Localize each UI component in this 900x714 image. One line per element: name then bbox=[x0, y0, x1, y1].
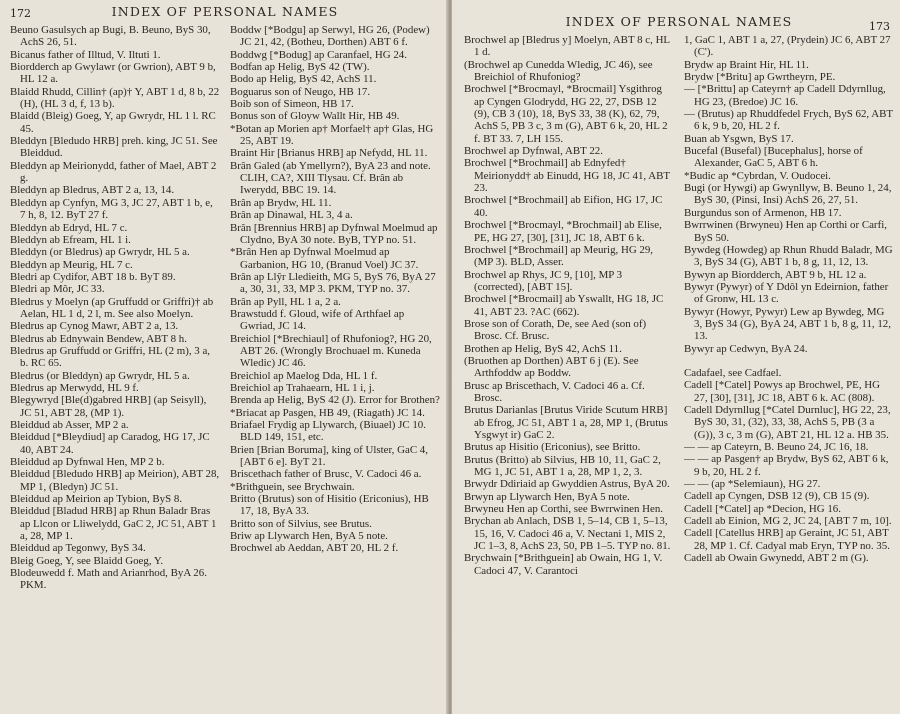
left-running-head: INDEX OF PERSONAL NAMES bbox=[111, 4, 339, 19]
index-entry: Brutus Darianlas [Brutus Viride Scutum HRB] ab Efrog, JC 51, ABT 1 a, 28, MP 1, (Brutus Ysgwyt ir) GaC 2. bbox=[464, 404, 668, 441]
index-entry: Breichiol ap Maelog Dda, HL 1 f. bbox=[230, 369, 378, 382]
index-entry: Blaidd Rhudd, Cillin† (ap)† Y, ABT 1 d, 8 b, 22 (H), (HL 3 d, f, 13 b). bbox=[10, 85, 220, 111]
index-entry: Bledrus ap Gruffudd or Griffri, HL (2 m), 3 a, b. RC 65. bbox=[10, 344, 211, 370]
index-entry: Bleddyn ap Bledrus, ABT 2 a, 13, 14. bbox=[10, 184, 175, 197]
index-entry: Brân Galed (ab Ymellyrn?), ByA 23 and note. CLIH, CA?, XIII Tlysau. Cf. Brân ab Iwerydd, BBC 19. 14. bbox=[230, 159, 431, 197]
index-entry: Bledri ap Môr, JC 33. bbox=[10, 283, 105, 296]
index-entry: (Brochwel ap Cunedda Wledig, JC 46), see Breichiol of Rhufoniog? bbox=[464, 58, 653, 84]
index-entry: Bywdeg (Howdeg) ap Rhun Rhudd Baladr, MG 3, ByS 34 (G), ABT 1 b, 8 g, 11, 12, 13. bbox=[684, 243, 893, 269]
index-entry: Bleddyn ap Cynfyn, MG 3, JC 27, ABT 1 b, e, 7 h, 8, 12. ByT 27 f. bbox=[10, 196, 213, 222]
index-entry: Britto son of Silvius, see Brutus. bbox=[230, 517, 372, 530]
index-entry: Bledri ap Cydifor, ABT 18 b. ByT 89. bbox=[10, 270, 176, 283]
index-entry: — (Brutus) ap Rhuddfedel Frych, ByS 62, ABT 6 k, 9 b, 20, HL 2 f. bbox=[684, 108, 893, 133]
index-entry: Breichiol ap Trahaearn, HL 1 i, j. bbox=[230, 381, 375, 394]
index-entry: Bleiddud [Bledudo HRB] ap Meirion), ABT 28, MP 1, (Bledyn) JC 51. bbox=[10, 468, 220, 493]
index-entry: Bledrus (or Bleddyn) ap Gwrydr, HL 5 a. bbox=[10, 369, 190, 382]
index-entry: Boguarus son of Neugo, HB 17. bbox=[230, 85, 371, 98]
index-entry: Brân ap Dinawal, HL 3, 4 a. bbox=[230, 209, 353, 222]
index-entry: Bledrus y Moelyn (ap Gruffudd or Griffri)† ab Aelan, HL 1 d, 2 l, m. See also Moelyn. bbox=[10, 295, 214, 320]
left-page-header bbox=[10, 4, 440, 24]
right-page-header bbox=[464, 14, 894, 34]
index-entry: Brochwel [*Brocmayl, *Brocmail] Ysgithrog ap Cyngen Glodrydd, HG 22, 27, DSB 12 (9), CB 3 (10), 18, ByS 33, 38 (K), 62, 79, AchS 5, PB 3 c, 3 m (G), ABT 6 k, 20, HL 2 f. BT 33. 7, LH 155. bbox=[464, 83, 668, 145]
index-entry: Brochwel [*Brochmail] ap Meurig, HG 29, (MP 3). BLD, Asser. bbox=[464, 243, 654, 269]
index-entry: Cadell [*Catel] ap *Decion, HG 16. bbox=[684, 502, 841, 515]
index-entry: Brochwel ap [Bledrus y] Moelyn, ABT 8 c, HL 1 d. bbox=[464, 34, 670, 59]
index-entry: Brochwel [*Brochmail] ab Ednyfed† Meirionydd† ab Einudd, HG 18, JC 41, ABT 23. bbox=[464, 157, 670, 195]
index-entry: Briafael Frydig ap Llywarch, (Biuael) JC 10. BLD 149, 151, etc. bbox=[230, 419, 426, 444]
right-page-column-1 bbox=[464, 34, 674, 577]
index-entry: Brenda ap Helig, ByS 42 (J). Error for Brothen? bbox=[230, 394, 440, 407]
index-entry: Briw ap Llywarch Hen, ByA 5 note. bbox=[230, 530, 388, 543]
index-entry: Bleiddud ap Dyfnwal Hen, MP 2 b. bbox=[10, 456, 165, 469]
index-entry: *Brithguein, see Brychwain. bbox=[230, 480, 355, 493]
index-entry: Brochwel [*Brocmail] ab Yswallt, HG 18, JC 41, ABT 23. ?AC (662). bbox=[464, 293, 664, 318]
right-page-number: 173 bbox=[869, 20, 890, 33]
index-entry: Brân ap Llŷr Lledieith, MG 5, ByS 76, ByA 27 a, 30, 31, 33, MP 3. PKM, TYP no. 37. bbox=[230, 270, 436, 296]
index-entry: Braint Hir [Brianus HRB] ap Nefydd, HL 11. bbox=[230, 147, 428, 160]
index-entry: Blegywryd [Ble(d)gabred HRB] (ap Seisyll), JC 51, ABT 28, (MP 1). bbox=[10, 394, 207, 419]
index-entry: Brochwel ap Dyfnwal, ABT 22. bbox=[464, 145, 603, 158]
index-entry: Bugi (or Hywgi) ap Gwynllyw, B. Beuno 1, 24, ByS 30, (Pinsi, Insi) AchS 26, 27, 51. bbox=[684, 182, 892, 207]
index-entry: Brothen ap Helig, ByS 42, AchS 11. bbox=[464, 342, 622, 355]
index-entry: (Bruothen ap Dorthen) ABT 6 j (E). See Arthfoddw ap Boddw. bbox=[464, 354, 639, 380]
index-entry: Brychan ab Anlach, DSB 1, 5–14, CB 1, 5–13, 15, 16, V. Cadoci 46 a, V. Nectani 1, MIS 2, JC 1–3, 8, AchS 23, 50, PB 1–5. TYP no. 81. bbox=[464, 515, 671, 553]
index-entry: Brychwain [*Brithguein] ab Owain, HG 1, V. Cadoci 47, V. Carantoci bbox=[464, 552, 663, 577]
index-entry: Bleiddud ab Asser, MP 2 a. bbox=[10, 419, 129, 431]
index-entry: *Budic ap *Cybrdan, V. Oudocei. bbox=[684, 169, 831, 182]
right-running-head: INDEX OF PERSONAL NAMES bbox=[565, 14, 793, 29]
index-entry: Cadell Ddyrnllug [*Catel Durnluc], HG 22, 23, ByS 30, 31, (32), 33, 38, AchS 5, PB (3 a (G)), 3 c, 3 m (G), ABT 21, HL 12 a. HB 35. bbox=[684, 403, 891, 441]
index-entry: Buan ab Ysgwn, ByS 17. bbox=[684, 132, 794, 145]
index-entry: Bywyr ap Cedwyn, ByA 24. bbox=[684, 342, 808, 355]
index-entry: Cadell ab Einion, MG 2, JC 24, [ABT 7 m, 10]. bbox=[684, 515, 892, 528]
index-entry: Brusc ap Briscethach, V. Cadoci 46 a. Cf. Brosc. bbox=[464, 379, 645, 404]
index-entry: — — ap Pasgen† ap Brydw, ByS 62, ABT 6 k, 9 b, 20, HL 2 f. bbox=[684, 453, 889, 478]
index-entry: *Brân Hen ap Dyfnwal Moelmud ap Garbanion, HG 10, (Branud Voel) JC 37. bbox=[230, 246, 419, 271]
index-entry: 1, GaC 1, ABT 1 a, 27, (Prydein) JC 6, ABT 27 (C'). bbox=[684, 34, 891, 59]
index-entry: Burgundus son of Armenon, HB 17. bbox=[684, 206, 842, 219]
index-entry: Cadell ap Cyngen, DSB 12 (9), CB 15 (9). bbox=[684, 490, 870, 503]
index-entry: Bywyn ap Biordderch, ABT 9 b, HL 12 a. bbox=[684, 268, 867, 281]
index-entry: Bledrus ap Merwydd, HL 9 f. bbox=[10, 381, 139, 394]
index-entry: Bledrus ab Ednywain Bendew, ABT 8 h. bbox=[10, 332, 187, 345]
index-entry: — — (ap *Selemiaun), HG 27. bbox=[684, 478, 821, 491]
index-entry: Bucefal (Busefal) [Bucephalus], horse of Alexander, GaC 5, ABT 6 h. bbox=[684, 145, 863, 170]
index-entry: Brwyn ap Llywarch Hen, ByA 5 note. bbox=[464, 490, 630, 503]
index-entry: *Briacat ap Pasgen, HB 49, (Riagath) JC 14. bbox=[230, 406, 425, 419]
index-entry: Bodfan ap Helig, ByS 42 (TW). bbox=[230, 61, 370, 74]
index-entry: Brân ap Brydw, HL 11. bbox=[230, 196, 332, 209]
index-entry bbox=[684, 355, 894, 367]
index-entry: Bicanus father of Illtud, V. Iltuti 1. bbox=[10, 48, 161, 61]
index-entry: Beuno Gasulsych ap Bugi, B. Beuno, ByS 30, AchS 26, 51. bbox=[10, 24, 211, 49]
index-entry: Brutus (Britto) ab Silvius, HB 10, 11, GaC 2, MG 1, JC 51, ABT 1 a, 28, MP 1, 2, 3. bbox=[464, 453, 661, 479]
index-entry: Cadafael, see Cadfael. bbox=[684, 366, 782, 379]
index-entry: Breichiol [*Brechiaul] of Rhufoniog?, HG 20, ABT 26. (Wrongly Brochuael m. Kuneda Wledic) JC 46. bbox=[230, 332, 432, 370]
index-entry: Bleddyn ab Efream, HL 1 i. bbox=[10, 233, 131, 246]
index-entry: — [*Brittu] ap Cateyrn† ap Cadell Ddyrnllug, HG 23, (Bredoe) JC 16. bbox=[684, 83, 886, 108]
index-entry: *Botan ap Morien ap† Morfael† ap† Glas, HG 25, ABT 19. bbox=[230, 122, 434, 148]
index-entry: Bywyr (Howyr, Pywyr) Lew ap Bywdeg, MG 3, ByS 34 (G), ByA 24, ABT 1 b, 8 g, 11, 12, 13. bbox=[684, 305, 891, 343]
index-entry: Bleddyn ap Meurig, HL 7 c. bbox=[10, 258, 133, 271]
left-page-column-1 bbox=[10, 24, 220, 592]
index-entry: Brien [Brian Boruma], king of Ulster, GaC 4, [ABT 6 e]. ByT 21. bbox=[230, 443, 428, 469]
index-entry: Britto (Brutus) son of Hisitio (Ericonius), HB 17, 18, ByA 33. bbox=[230, 493, 429, 518]
index-entry: Bwrrwinen (Brwyneu) Hen ap Corthi or Carfi, ByS 50. bbox=[684, 219, 887, 244]
index-entry: Bonus son of Gloyw Wallt Hir, HB 49. bbox=[230, 110, 400, 123]
index-entry: Bywyr (Pywyr) of Y Ddôl yn Edeirnion, father of Gronw, HL 13 c. bbox=[684, 280, 889, 306]
index-entry: Biordderch ap Gwylawr (or Gwrion), ABT 9 b, HL 12 a. bbox=[10, 61, 216, 86]
index-entry: Bleddyn ap Meirionydd, father of Mael, ABT 2 g. bbox=[10, 159, 217, 185]
right-page bbox=[452, 0, 900, 714]
index-entry: Brân [Brennius HRB] ap Dyfnwal Moelmud ap Clydno, ByA 30 note. ByB, TYP no. 51. bbox=[230, 221, 438, 246]
left-page-number: 172 bbox=[10, 7, 31, 20]
left-page-column-2 bbox=[230, 24, 440, 592]
index-entry: Bledrus ap Cynog Mawr, ABT 2 a, 13. bbox=[10, 320, 179, 333]
index-entry: — — ap Cateyrn, B. Beuno 24, JC 16, 18. bbox=[684, 441, 869, 453]
index-entry: Boddwg [*Bodug] ap Caranfael, HG 24. bbox=[230, 48, 407, 61]
index-entry: Bleiddud [Bladud HRB] ap Rhun Baladr Bras ap Llcon or Lliwelydd, GaC 2, JC 51, ABT 1 a, 28, MP 1. bbox=[10, 505, 217, 543]
index-entry: Brose son of Corath, De, see Aed (son of) Brosc. Cf. Brusc. bbox=[464, 317, 647, 343]
index-entry: Brydw [*Britu] ap Gwrtheyrn, PE. bbox=[684, 71, 836, 84]
index-entry: Bleig Goeg, Y, see Blaidd Goeg, Y. bbox=[10, 554, 164, 567]
index-entry: Brutus ap Hisitio (Ericonius), see Britto. bbox=[464, 441, 641, 454]
index-entry: Brochwel ap Rhys, JC 9, [10], MP 3 (corrected), [ABT 15]. bbox=[464, 268, 623, 293]
index-entry: Cadell [*Catel] Powys ap Brochwel, PE, HG 27, [30], [31], JC 18, ABT 6 k. AC (808). bbox=[684, 379, 880, 404]
index-entry: Brydw ap Braint Hir, HL 11. bbox=[684, 58, 809, 71]
index-entry: Blaidd (Bleig) Goeg, Y, ap Gwrydr, HL 1 l. RC 45. bbox=[10, 110, 216, 135]
index-entry: Boib son of Simeon, HB 17. bbox=[230, 98, 354, 111]
index-entry: Bleiddud ap Tegonwy, ByS 34. bbox=[10, 542, 146, 555]
index-entry: Blodeuwedd f. Math and Arianrhod, ByA 26. PKM. bbox=[10, 567, 207, 592]
index-entry: Brân ap Pyll, HL 1 a, 2 a. bbox=[230, 295, 341, 308]
index-entry: Cadell ab Owain Gwynedd, ABT 2 m (G). bbox=[684, 552, 869, 565]
index-entry: Bodo ap Helig, ByS 42, AchS 11. bbox=[230, 73, 377, 86]
left-page bbox=[0, 0, 448, 714]
index-entry: Brawstudd f. Gloud, wife of Arthfael ap Gwriad, JC 14. bbox=[230, 307, 405, 333]
index-entry: Bleiddud [*Bleydiud] ap Caradog, HG 17, JC 40, ABT 24. bbox=[10, 431, 210, 456]
index-entry: Bleiddud ap Meirion ap Tybion, ByS 8. bbox=[10, 493, 183, 506]
index-entry: Brochwel ab Aeddan, ABT 20, HL 2 f. bbox=[230, 542, 399, 555]
index-entry: Briscethach father of Brusc, V. Cadoci 46 a. bbox=[230, 468, 422, 481]
index-entry: Cadell [Catellus HRB] ap Geraint, JC 51, ABT 28, MP 1. Cf. Cadyal mab Eryn, TYP no. 35. bbox=[684, 527, 890, 552]
right-page-column-2 bbox=[684, 34, 894, 577]
index-entry: Brwyneu Hen ap Corthi, see Bwrrwinen Hen. bbox=[464, 503, 664, 516]
index-entry: Bleddyn [Bledudo HRB] preh. king, JC 51. See Bleiddud. bbox=[10, 135, 218, 160]
index-entry: Boddw [*Bodgu] ap Serwyl, HG 26, (Podew) JC 21, 42, (Botheu, Dorthen) ABT 6 f. bbox=[230, 24, 430, 49]
index-entry: Brochwel [*Brocmayl, *Brochmail] ab Elise, PE, HG 27, [30], [31], JC 18, ABT 6 k. bbox=[464, 219, 662, 244]
index-entry: Bleddyn (or Bledrus) ap Gwrydr, HL 5 a. bbox=[10, 246, 190, 259]
index-entry: Bleddyn ab Edryd, HL 7 c. bbox=[10, 221, 128, 234]
index-entry: Brwydr Ddiriaid ap Gwyddien Astrus, ByA 20. bbox=[464, 478, 670, 491]
index-entry: Brochwel [*Brochmail] ab Eifion, HG 17, JC 40. bbox=[464, 194, 663, 219]
